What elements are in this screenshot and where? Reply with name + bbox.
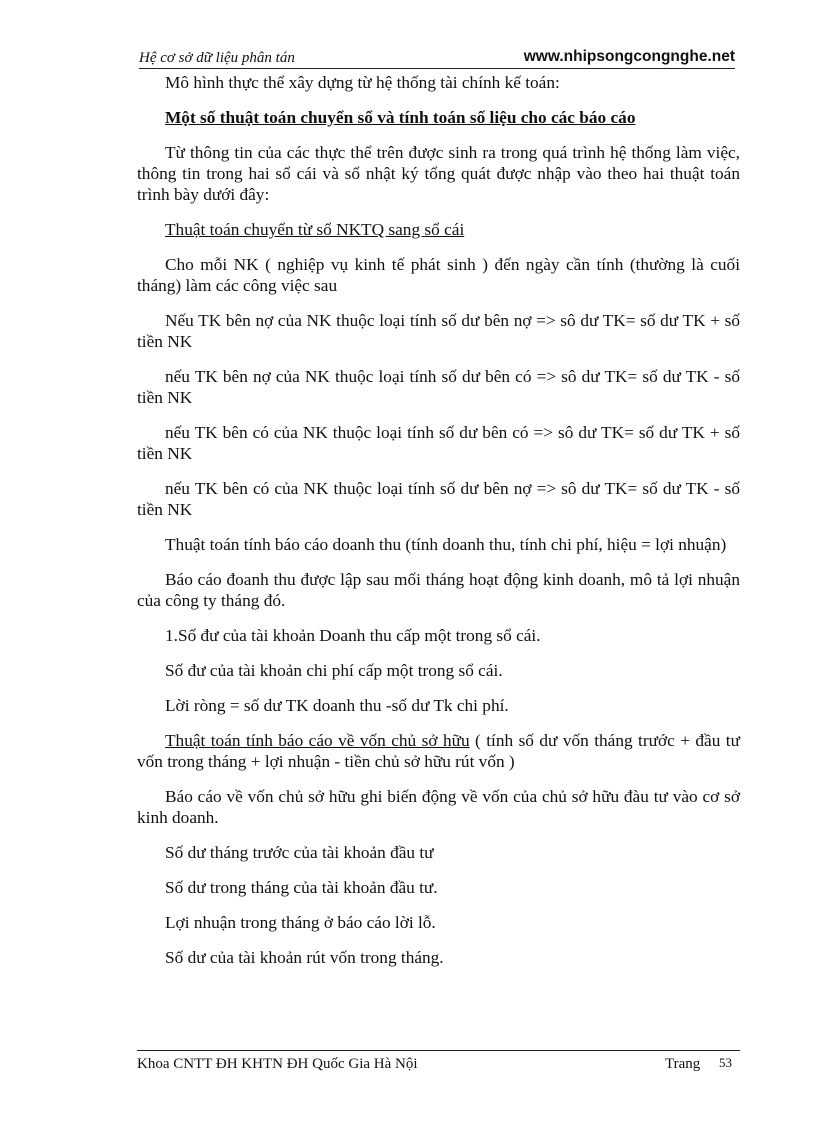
subheading-1	[137, 219, 740, 240]
subheading-2	[137, 730, 740, 772]
list-item-2: Số đư của tài khoản chi phí cấp một trong sổ cái.	[165, 661, 503, 680]
footer-page-number: 53	[719, 1055, 732, 1070]
subheading-2-rest: ( tính số dư vốn tháng trước + đầu tư vốn trong tháng + lợi nhuận - tiền chủ sở hữu rút vốn )	[137, 731, 740, 771]
section-heading	[137, 107, 740, 128]
rule-1: Nếu TK bên nợ của NK thuộc loại tính số dư bên nợ => sô dư TK= số dư TK + số tiền NK	[137, 311, 740, 351]
paragraph-1: Từ thông tin của các thực thể trên được sinh ra trong quá trình hệ thống làm việc, thông tin trong hai sổ cái và sổ nhật ký tổng quát được nhập vào theo hai thuật toán trình bày dưới đây:	[137, 143, 740, 204]
footer-page-label: Trang	[665, 1056, 701, 1072]
rule-3: nếu TK bên có của NK thuộc loại tính số dư bên có => sô dư TK= số dư TK + số tiền NK	[137, 423, 740, 463]
list-item-3: Lời ròng = số dư TK doanh thu -số dư Tk chi phí.	[165, 696, 509, 715]
list-item-7: Số dư của tài khoản rút vốn trong tháng.	[165, 948, 444, 967]
header-website: www.nhipsongcongnghe.net	[523, 48, 735, 65]
page-footer	[137, 1050, 740, 1075]
page-header	[139, 46, 735, 69]
paragraph-3: Thuật toán tính báo cáo doanh thu (tính doanh thu, tính chi phí, hiệu = lợi nhuận)	[165, 535, 727, 554]
subheading-1-text: Thuật toán chuyển từ sổ NKTQ sang sổ cái	[165, 220, 465, 239]
list-item-4: Số dư tháng trước của tài khoản đầu tư	[165, 843, 434, 862]
list-item-6: Lợi nhuận trong tháng ở báo cáo lời lỗ.	[165, 913, 436, 932]
header-title: Hệ cơ sở dữ liệu phân tán	[139, 50, 295, 66]
paragraph-2: Cho mỗi NK ( nghiệp vụ kinh tế phát sinh ) đến ngày cần tính (thường là cuối tháng) làm các công việc sau	[137, 255, 740, 295]
page-body	[137, 72, 740, 982]
rule-4: nếu TK bên có của NK thuộc loại tính số dư bên nợ => sô dư TK= số dư TK - số tiền NK	[137, 479, 740, 519]
rule-2: nếu TK bên nợ của NK thuộc loại tính số dư bên có => sô dư TK= số dư TK - số tiền NK	[137, 367, 740, 407]
section-heading-text: Một số thuật toán chuyển sổ và tính toán số liệu cho các báo cáo	[165, 108, 636, 127]
paragraph-5: Báo cáo về vốn chủ sở hữu ghi biến động về vốn của chủ sở hữu đàu tư vào cơ sở kinh doanh.	[137, 787, 740, 827]
list-item-5: Số dư trong tháng của tài khoản đầu tư.	[165, 878, 438, 897]
list-item-1: 1.Số đư của tài khoản Doanh thu cấp một trong sổ cái.	[165, 626, 541, 645]
intro-paragraph: Mô hình thực thể xây dựng từ hệ thống tài chính kế toán:	[165, 73, 560, 92]
subheading-2-text: Thuật toán tính báo cáo về vốn chủ sở hữu	[165, 731, 470, 750]
paragraph-4: Báo cáo đoanh thu được lập sau mối tháng hoạt động kinh doanh, mô tả lợi nhuận của công ty tháng đó.	[137, 570, 740, 610]
footer-department: Khoa CNTT ĐH KHTN ĐH Quốc Gia Hà Nội	[137, 1056, 418, 1072]
